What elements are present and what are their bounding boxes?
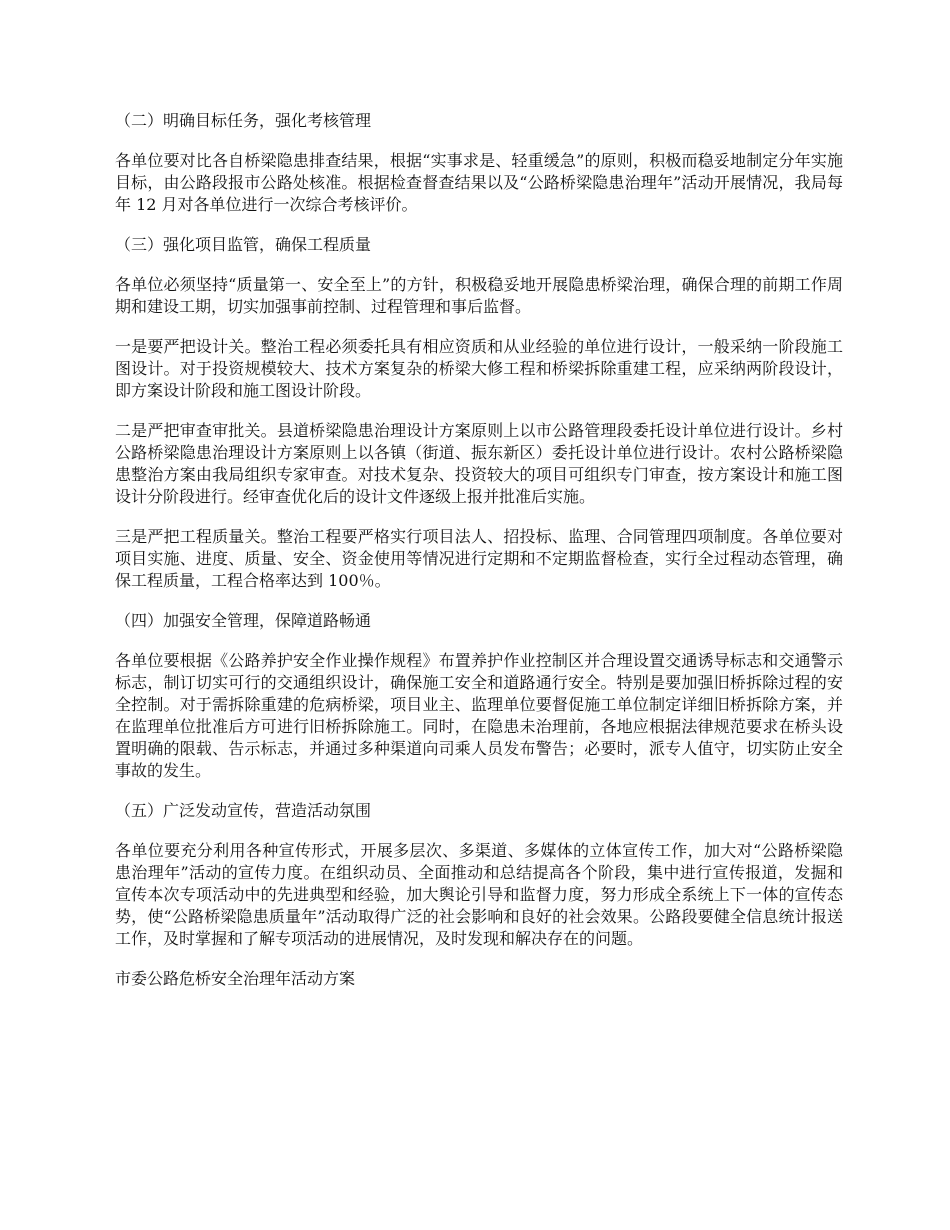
section-2 xyxy=(115,110,843,216)
paragraph: 各单位要充分利用各种宣传形式，开展多层次、多渠道、多媒体的立体宣传工作，加大对“公路桥梁隐患治理年”活动的宣传力度。在组织动员、全面推动和总结提高各个阶段，集中进行宣传报道，发掘和宣传本次专项活动中的先进典型和经验，加大舆论引导和监督力度，努力形成全系统上下一体的宣传态势，使“公路桥梁隐患质量年”活动取得广泛的社会影响和良好的社会效果。公路段要健全信息统计报送工作，及时掌握和了解专项活动的进展情况，及时发现和解决存在的问题。 xyxy=(115,841,843,948)
paragraph: 一是要严把设计关。整治工程必须委托具有相应资质和从业经验的单位进行设计，一般采纳一阶段施工图设计。对于投资规模较大、技术方案复杂的桥梁大修工程和桥梁拆除重建工程，应采纳两阶段设计，即方案设计阶段和施工图设计阶段。 xyxy=(115,337,843,400)
section-heading: （五）广泛发动宣传，营造活动氛围 xyxy=(115,801,372,820)
section-heading: （三）强化项目监管，确保工程质量 xyxy=(115,235,372,254)
paragraph: 各单位要根据《公路养护安全作业操作规程》布置养护作业控制区并合理设置交通诱导标志和交通警示标志，制订切实可行的交通组织设计，确保施工安全和道路通行安全。特别是要加强旧桥拆除过程的安全控制。对于需拆除重建的危病桥梁，项目业主、监理单位要督促施工单位制定详细旧桥拆除方案，并在监理单位批准后方可进行旧桥拆除施工。同时，在隐患未治理前，各地应根据法律规范要求在桥头设置明确的限载、告示标志，并通过多种渠道向司乘人员发布警告；必要时，派专人值守，切实防止安全事故的发生。 xyxy=(115,651,843,780)
document-title-footer: 市委公路危桥安全治理年活动方案 xyxy=(115,969,356,988)
section-3 xyxy=(115,234,843,592)
section-5 xyxy=(115,800,843,950)
paragraph: 三是严把工程质量关。整治工程要严格实行项目法人、招投标、监理、合同管理四项制度。各单位要对项目实施、进度、质量、安全、资金使用等情况进行定期和不定期监督检查，实行全过程动态管理，确保工程质量，工程合格率达到 100％。 xyxy=(115,527,843,590)
section-4 xyxy=(115,610,843,782)
paragraph: 各单位要对比各自桥梁隐患排查结果，根据“实事求是、轻重缓急”的原则，积极而稳妥地制定分年实施目标，由公路段报市公路处核准。根据检查督查结果以及“公路桥梁隐患治理年”活动开展情况，我局每年 12 月对各单位进行一次综合考核评价。 xyxy=(115,151,843,214)
paragraph: 各单位必须坚持“质量第一、安全至上”的方针，积极稳妥地开展隐患桥梁治理，确保合理的前期工作周期和建设工期，切实加强事前控制、过程管理和事后监督。 xyxy=(115,275,843,316)
section-heading: （二）明确目标任务，强化考核管理 xyxy=(115,111,372,130)
document-page xyxy=(115,110,843,990)
paragraph: 二是严把审查审批关。县道桥梁隐患治理设计方案原则上以市公路管理段委托设计单位进行设计。乡村公路桥梁隐患治理设计方案原则上以各镇（街道、振东新区）委托设计单位进行设计。农村公路桥梁隐患整治方案由我局组织专家审查。对技术复杂、投资较大的项目可组织专门审查，按方案设计和施工图设计分阶段进行。经审查优化后的设计文件逐级上报并批准后实施。 xyxy=(115,421,843,506)
section-heading: （四）加强安全管理，保障道路畅通 xyxy=(115,611,372,630)
